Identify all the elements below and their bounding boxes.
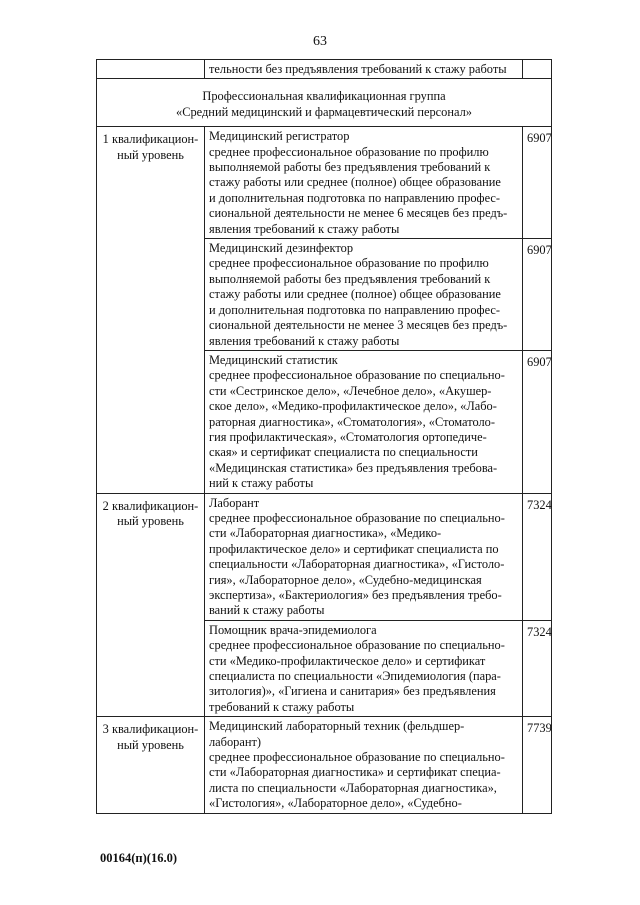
position-row <box>97 493 552 620</box>
position-description <box>205 350 523 493</box>
group-header-row <box>97 79 552 127</box>
group-header-line2: «Средний медицинский и фармацевтический персонал» <box>176 104 472 119</box>
salary-value: 6907 <box>523 350 552 493</box>
group-header-line1: Профессиональная квалификационная группа <box>202 89 446 104</box>
group-header <box>97 79 552 127</box>
continuation-row <box>97 60 552 79</box>
salary-value: 6907 <box>523 239 552 351</box>
position-description <box>205 717 523 813</box>
position-requirements: среднее профессиональное образование по специально- сти «Лабораторная диагностика» и сертификат специа- листа по специальности «Лабораторная диагностика», «Гистология», «Лабораторное дело», «Судебно- <box>209 750 505 811</box>
position-title: Медицинский лабораторный техник (фельдшер- лаборант) <box>209 719 465 749</box>
position-requirements: среднее профессиональное образование по специально- сти «Медико-профилактическое дело» и сертификат специалиста по специальности «Эпидемиология (пара- зитология)», «Гигиена и санитария» без предъявления требований к стажу работы <box>209 638 505 714</box>
position-description <box>205 620 523 716</box>
qualification-level-label: 2 квалификацион- ный уровень <box>97 493 205 717</box>
empty-level-cell <box>97 60 205 79</box>
position-description <box>205 127 523 239</box>
position-title: Медицинский статистик <box>209 352 338 367</box>
salary-value: 7324 <box>523 620 552 716</box>
qualification-table <box>96 59 552 814</box>
position-title: Помощник врача-эпидемиолога <box>209 622 377 637</box>
document-code: 00164(п)(16.0) <box>100 851 177 865</box>
empty-salary-cell <box>523 60 552 79</box>
page-number: 63 <box>313 34 327 49</box>
qualification-level-label: 3 квалификацион- ный уровень <box>97 717 205 813</box>
position-requirements: среднее профессиональное образование по специально- сти «Лабораторная диагностика», «Медико- профилактическое дело» и сертификат специалиста по специальности «Лабораторная диагностика», «Гистоло- гия», «Лабораторное дело», «Судебно-медицинская экспертиза», «Бактериология» без предъявления требо- ваний к стажу работы <box>209 510 505 618</box>
position-requirements: среднее профессиональное образование по специально- сти «Сестринское дело», «Лечебное дело», «Акушер- ское дело», «Медико-профилактическое дело», «Лабо- раторная диагностика», «Стоматология», «Стоматоло- гия профилактическая», «Стоматология ортопедиче- ская» и сертификат специалиста по специальности «Медицинская статистика» без предъявления требова- ний к стажу работы <box>209 368 505 491</box>
position-requirements: среднее профессиональное образование по профилю выполняемой работы без предъявления требований к стажу работы или среднее (полное) общее образование и дополнительная подготовка по направлению профес- сиональной деятельности не менее 6 месяцев без предъ- явления требований к стажу работы <box>209 144 508 236</box>
position-title: Медицинский регистратор <box>209 129 350 144</box>
position-description <box>205 493 523 620</box>
salary-value: 6907 <box>523 127 552 239</box>
position-row <box>97 127 552 239</box>
salary-value: 7324 <box>523 493 552 620</box>
position-row <box>97 717 552 813</box>
continuation-text: тельности без предъявления требований к стажу работы <box>205 60 523 79</box>
position-title: Лаборант <box>209 495 260 510</box>
position-description <box>205 239 523 351</box>
salary-value: 7739 <box>523 717 552 813</box>
position-title: Медицинский дезинфектор <box>209 241 354 256</box>
qualification-level-label: 1 квалификацион- ный уровень <box>97 127 205 493</box>
position-requirements: среднее профессиональное образование по профилю выполняемой работы без предъявления требований к стажу работы или среднее (полное) общее образование и дополнительная подготовка по направлению профес- сиональной деятельности не менее 3 месяцев без предъ- явления требований к стажу работы <box>209 256 508 348</box>
